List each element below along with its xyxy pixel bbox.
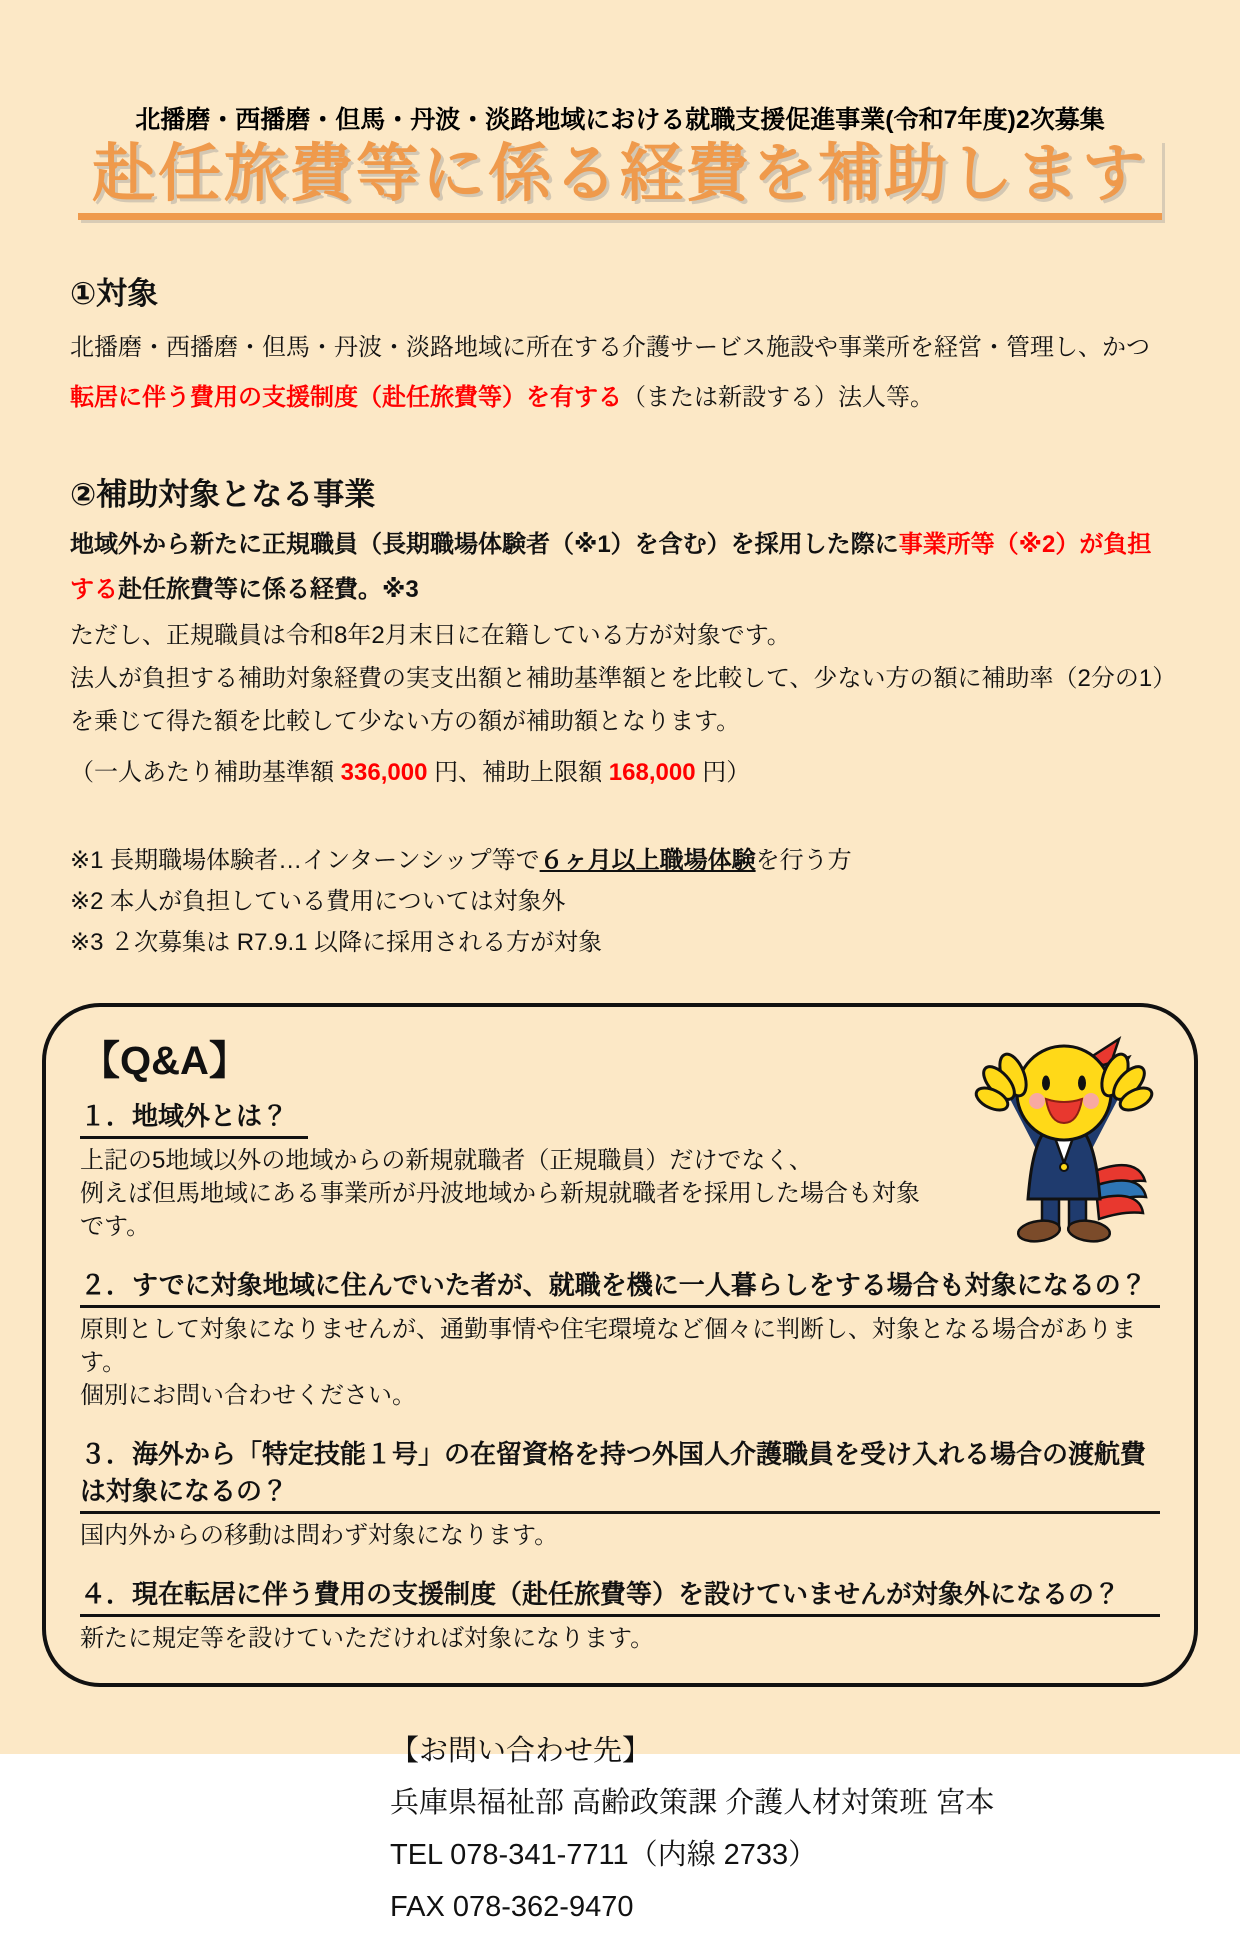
qa-question-1: １．地域外とは？ [80, 1096, 308, 1139]
contact-title: 【お問い合わせ先】 [390, 1735, 652, 1768]
business-text-black-1: 地域外から新たに正規職員（長期職場体験者（※1）を含む）を採用した際に [70, 531, 899, 559]
qa-answer-1-line-2: 例えば但馬地域にある事業所が丹波地域から新規就職者を採用した場合も対象です。 [80, 1180, 920, 1241]
footnote-3: ※3 ２次募集は R7.9.1 以降に採用される方が対象 [70, 929, 603, 957]
target-text-black-2: （または新設する）法人等。 [622, 384, 934, 412]
footnote-1-text-1: ※1 長期職場体験者…インターンシップ等で [70, 847, 540, 875]
subsidy-max-amount: 168,000 [608, 759, 696, 787]
qa-answer-3 [80, 1519, 1160, 1552]
qa-answer-1 [80, 1144, 940, 1243]
qa-question-3: ３．海外から「特定技能１号」の在留資格を持つ外国人介護職員を受け入れる場合の渡航費は対象になるの？ [80, 1434, 1160, 1514]
contact-fax: FAX 078-362-9470 [390, 1891, 634, 1924]
contact-block [390, 1725, 1240, 1933]
subsidy-base-amount: 336,000 [340, 759, 428, 787]
qa-answer-3-line-1: 国内外からの移動は問わず対象になります。 [80, 1522, 559, 1550]
business-text-black-2: 赴任旅費等に係る経費。※3 [118, 576, 419, 604]
main-content [70, 268, 1170, 963]
amount-text-1: （一人あたり補助基準額 [70, 759, 341, 787]
contact-tel: TEL 078-341-7711（内線 2733） [390, 1839, 818, 1872]
amount-text-2: 円、補助上限額 [427, 759, 609, 787]
qa-question-2: ２．すでに対象地域に住んでいた者が、就職を機に一人暮らしをする場合も対象になるの？ [80, 1265, 1160, 1308]
business-text-red: 事業所等（※2）が負担する [70, 531, 1152, 604]
business-paragraph-3: 法人が負担する補助対象経費の実支出額と補助基準額とを比較して、少ない方の額に補助率（2分の1）を乗じて得た額を比較して少ない方の額が補助額となります。 [70, 665, 1165, 736]
qa-answer-2 [80, 1313, 1160, 1412]
qa-answer-4-line-1: 新たに規定等を設けていただければ対象になります。 [80, 1625, 655, 1653]
header-subtitle: 北播磨・西播磨・但馬・丹波・淡路地域における就職支援促進事業(令和7年度)2次募集 [135, 106, 1105, 134]
main-title-wrap [0, 140, 1240, 220]
qa-item-4 [80, 1574, 1160, 1655]
section-target-heading: ①対象 [70, 276, 159, 312]
subsidy-amount-line [70, 751, 1170, 794]
qa-item-3 [80, 1434, 1160, 1552]
section-target-paragraph [70, 323, 1170, 423]
footnote-1-emphasis: ６ヶ月以上職場体験 [539, 847, 756, 875]
qa-question-4: ４．現在転居に伴う費用の支援制度（赴任旅費等）を設けていませんが対象外になるの？ [80, 1574, 1160, 1617]
footnote-1-text-2: を行う方 [755, 847, 852, 875]
qa-answer-2-line-2: 個別にお問い合わせください。 [80, 1382, 416, 1410]
amount-text-3: 円） [695, 759, 751, 787]
target-text-black-1: 北播磨・西播磨・但馬・丹波・淡路地域に所在する介護サービス施設や事業所を経営・管理し、かつ [70, 334, 1150, 362]
footnote-1 [70, 840, 1170, 881]
contact-department: 兵庫県福祉部 高齢政策課 介護人材対策班 宮本 [390, 1787, 995, 1820]
page-title: 赴任旅費等に係る経費を補助します [78, 140, 1162, 220]
qa-answer-2-line-1: 原則として対象になりませんが、通勤事情や住宅環境など個々に判断し、対象となる場合があります。 [80, 1316, 1136, 1377]
footnotes [70, 840, 1170, 963]
qa-item-2 [80, 1265, 1160, 1412]
business-paragraph-2: ただし、正規職員は令和8年2月末日に在籍している方が対象です。 [70, 622, 791, 650]
target-text-red: 転居に伴う費用の支援制度（赴任旅費等）を有する [70, 384, 622, 412]
qa-box [42, 1003, 1198, 1687]
qa-title: 【Q&A】 [80, 1039, 249, 1084]
section-business-heading: ②補助対象となる事業 [70, 477, 376, 513]
business-paragraph-1 [70, 522, 1170, 612]
qa-answer-1-line-1: 上記の5地域以外の地域からの新規就職者（正規職員）だけでなく、 [80, 1147, 813, 1175]
qa-answer-4 [80, 1622, 1160, 1655]
footnote-2: ※2 本人が負担している費用については対象外 [70, 888, 566, 916]
habatan-mascot-icon [974, 1023, 1154, 1258]
